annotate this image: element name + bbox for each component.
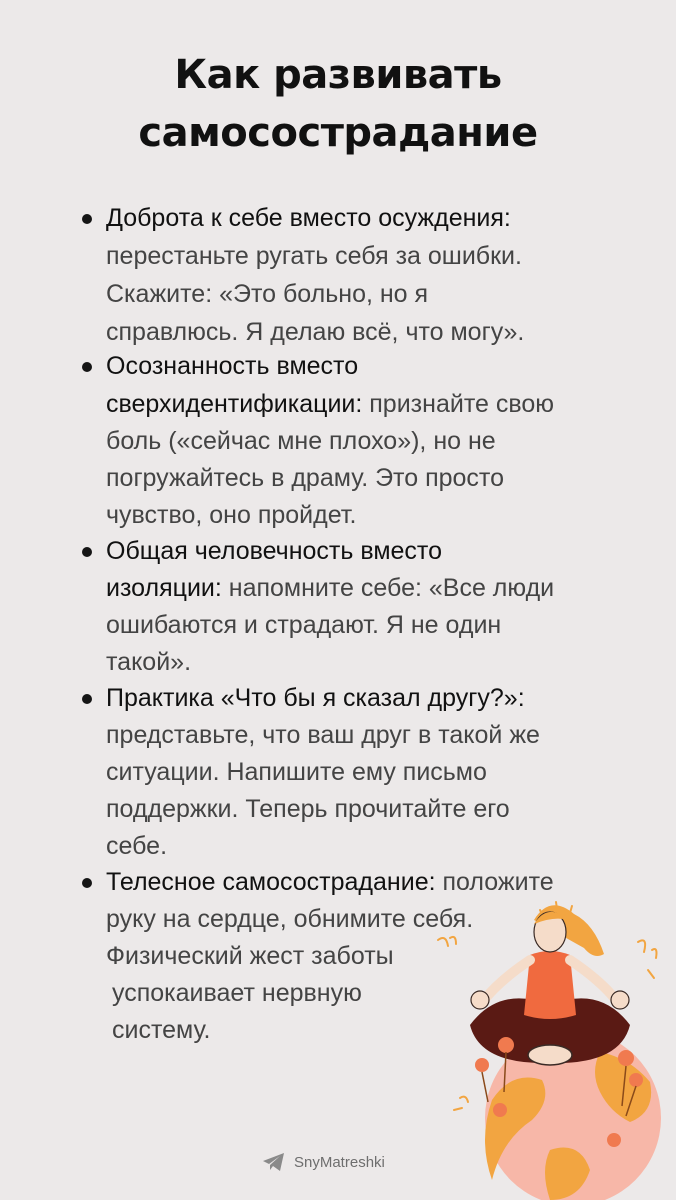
item-line: ситуации. Напишите ему письмо: [106, 758, 487, 786]
title-line-2: самосострадание: [138, 110, 538, 156]
item-line: Осознанность вместо: [106, 352, 359, 380]
item-line: успокаивает нервную: [112, 979, 362, 1007]
title-line-1: Как развивать: [174, 52, 502, 98]
bullet-icon: [82, 547, 92, 557]
bullet-icon: [82, 362, 92, 372]
item-line: Доброта к себе вместо осуждения:: [106, 204, 511, 232]
item-line: изоляции: напомните себе: «Все люди: [106, 574, 555, 602]
item-line: систему.: [112, 1016, 211, 1044]
item-line: себе.: [106, 832, 168, 860]
footer-text: SnyMatreshki: [294, 1153, 385, 1171]
item-line: Телесное самосострадание: положите: [106, 868, 554, 896]
item-line: сверхидентификации: признайте свою: [106, 390, 554, 418]
item-line: руку на сердце, обнимите себя.: [106, 905, 474, 933]
item-line: чувство, оно пройдет.: [106, 501, 357, 529]
meditating-woman-on-globe-icon: [430, 880, 676, 1200]
item-line: представьте, что ваш друг в такой же: [106, 721, 540, 749]
item-line: такой».: [106, 648, 192, 676]
item-line: перестаньте ругать себя за ошибки.: [106, 242, 522, 270]
item-line: ошибаются и страдают. Я не один: [106, 611, 502, 639]
item-line: Общая человечность вместо: [106, 537, 442, 565]
item-line: боль («сейчас мне плохо»), но не: [106, 427, 496, 455]
bullet-icon: [82, 878, 92, 888]
bullet-icon: [82, 214, 92, 224]
footer: [262, 1150, 385, 1174]
item-line: Физический жест заботы: [106, 942, 394, 970]
item-line: поддержки. Теперь прочитайте его: [106, 795, 510, 823]
item-line: Скажите: «Это больно, но я: [106, 280, 429, 308]
item-line: погружайтесь в драму. Это просто: [106, 464, 504, 492]
telegram-icon: [262, 1152, 286, 1172]
bullet-icon: [82, 694, 92, 704]
item-line: справлюсь. Я делаю всё, что могу».: [106, 318, 525, 346]
item-line: Практика «Что бы я сказал другу?»:: [106, 684, 525, 712]
